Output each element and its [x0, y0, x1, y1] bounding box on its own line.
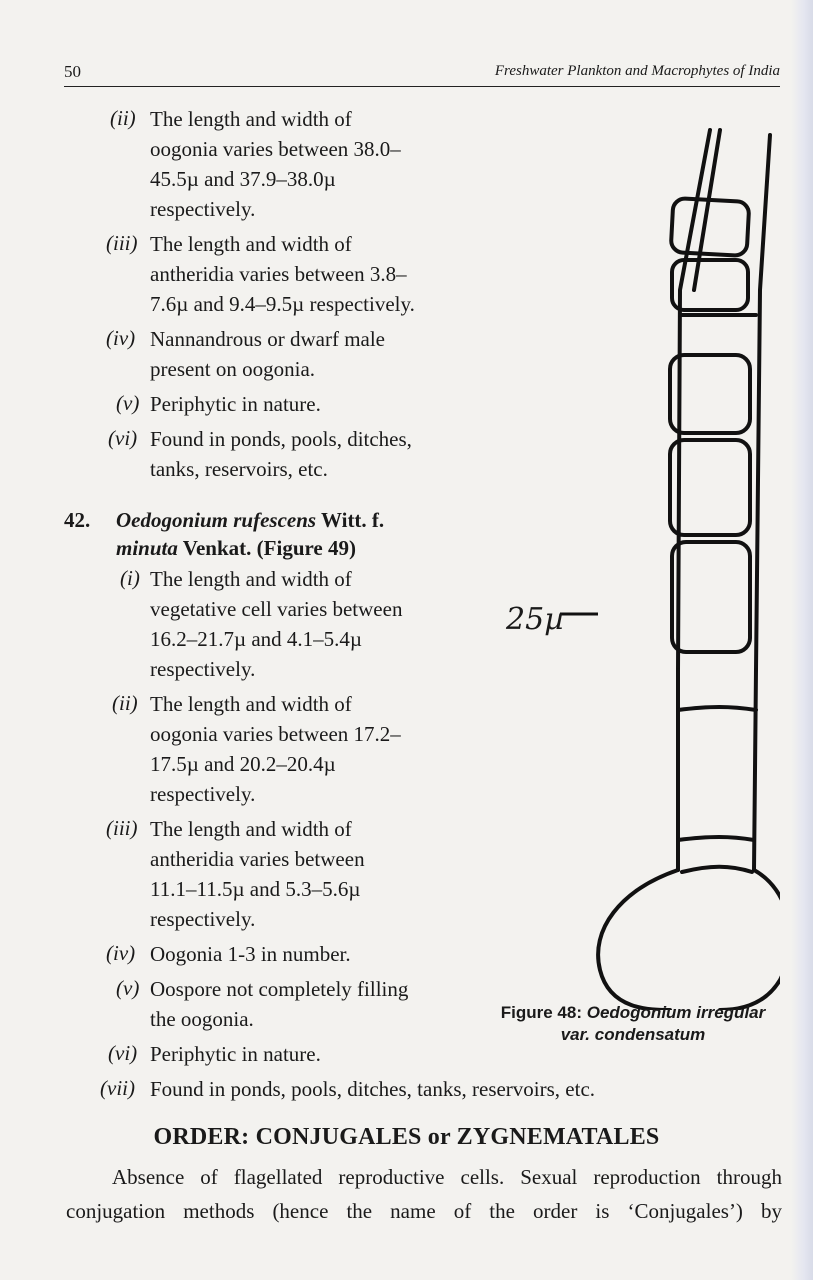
item-marker: (vi) — [108, 1041, 138, 1065]
item-marker: (v) — [116, 976, 140, 1000]
page-number: 50 — [64, 62, 81, 81]
list-line: Found in ponds, pools, ditches, — [150, 427, 412, 451]
list-line: oogonia varies between 38.0– — [150, 137, 401, 161]
page-edge-shadow — [791, 0, 813, 1280]
list-line: The length and width of — [150, 232, 352, 256]
figure-caption-label: Figure 48: — [500, 1003, 582, 1022]
oedogonium-filament-drawing — [560, 110, 780, 1010]
list-line: respectively. — [150, 657, 256, 681]
page-header — [64, 60, 780, 87]
order-description-paragraph — [66, 1160, 782, 1228]
paragraph-line: conjugation methods (hence the name of the order is ‘Conjugales’) by — [66, 1199, 782, 1223]
list-line: respectively. — [150, 782, 256, 806]
list-line: vegetative cell varies between — [150, 597, 403, 621]
species-variety: minuta — [116, 536, 178, 560]
list-line: 45.5µ and 37.9–38.0µ — [150, 167, 336, 191]
item-marker: (ii) — [110, 106, 136, 130]
list-line: 11.1–11.5µ and 5.3–5.6µ — [150, 877, 361, 901]
list-line: Periphytic in nature. — [150, 392, 321, 416]
item-marker: (iii) — [106, 231, 138, 255]
scale-bar-label: 25µ — [506, 602, 564, 637]
list-line: 17.5µ and 20.2–20.4µ — [150, 752, 336, 776]
list-line: The length and width of — [150, 567, 352, 591]
list-line: The length and width of — [150, 107, 352, 131]
item-marker: (vii) — [100, 1076, 135, 1100]
item-marker: (iii) — [106, 816, 138, 840]
figure-caption-name: Oedogonium irregular var. condensatum — [560, 1003, 766, 1044]
list-line: Found in ponds, pools, ditches, tanks, reservoirs, etc. — [150, 1077, 596, 1101]
order-heading: ORDER: CONJUGALES or ZYGNEMATALES — [153, 1124, 660, 1150]
running-title: Freshwater Plankton and Macrophytes of India — [494, 63, 780, 79]
species-name: Oedogonium rufescens — [116, 508, 317, 532]
list-line: respectively. — [150, 197, 256, 221]
list-line: Nannandrous or dwarf male — [150, 327, 385, 351]
species-authority: Witt. f. — [320, 508, 385, 532]
species-number: 42. — [64, 508, 91, 532]
item-marker: (iv) — [106, 326, 136, 350]
list-line: antheridia varies between 3.8– — [150, 262, 407, 286]
figure-caption — [498, 1002, 768, 1046]
list-line: oogonia varies between 17.2– — [150, 722, 401, 746]
list-line: The length and width of — [150, 817, 352, 841]
species-reference: Venkat. (Figure 49) — [182, 536, 356, 560]
list-line: respectively. — [150, 907, 256, 931]
paragraph-line: Absence of flagellated reproductive cells. Sexual reproduction through — [112, 1165, 782, 1189]
list-line: Periphytic in nature. — [150, 1042, 321, 1066]
list-line: Oogonia 1-3 in number. — [150, 942, 351, 966]
list-line: The length and width of — [150, 692, 352, 716]
list-line: antheridia varies between — [150, 847, 365, 871]
list-line: present on oogonia. — [150, 357, 316, 381]
list-line: tanks, reservoirs, etc. — [150, 457, 328, 481]
list-line: 16.2–21.7µ and 4.1–5.4µ — [150, 627, 363, 651]
list-line: Oospore not completely filling — [150, 977, 409, 1001]
list-line: the oogonia. — [150, 1007, 254, 1031]
item-marker: (ii) — [112, 691, 138, 715]
list-line: 7.6µ and 9.4–9.5µ respectively. — [150, 292, 415, 316]
item-marker: (i) — [120, 566, 140, 590]
item-marker: (v) — [116, 391, 140, 415]
item-marker: (iv) — [106, 941, 136, 965]
item-marker: (vi) — [108, 426, 138, 450]
